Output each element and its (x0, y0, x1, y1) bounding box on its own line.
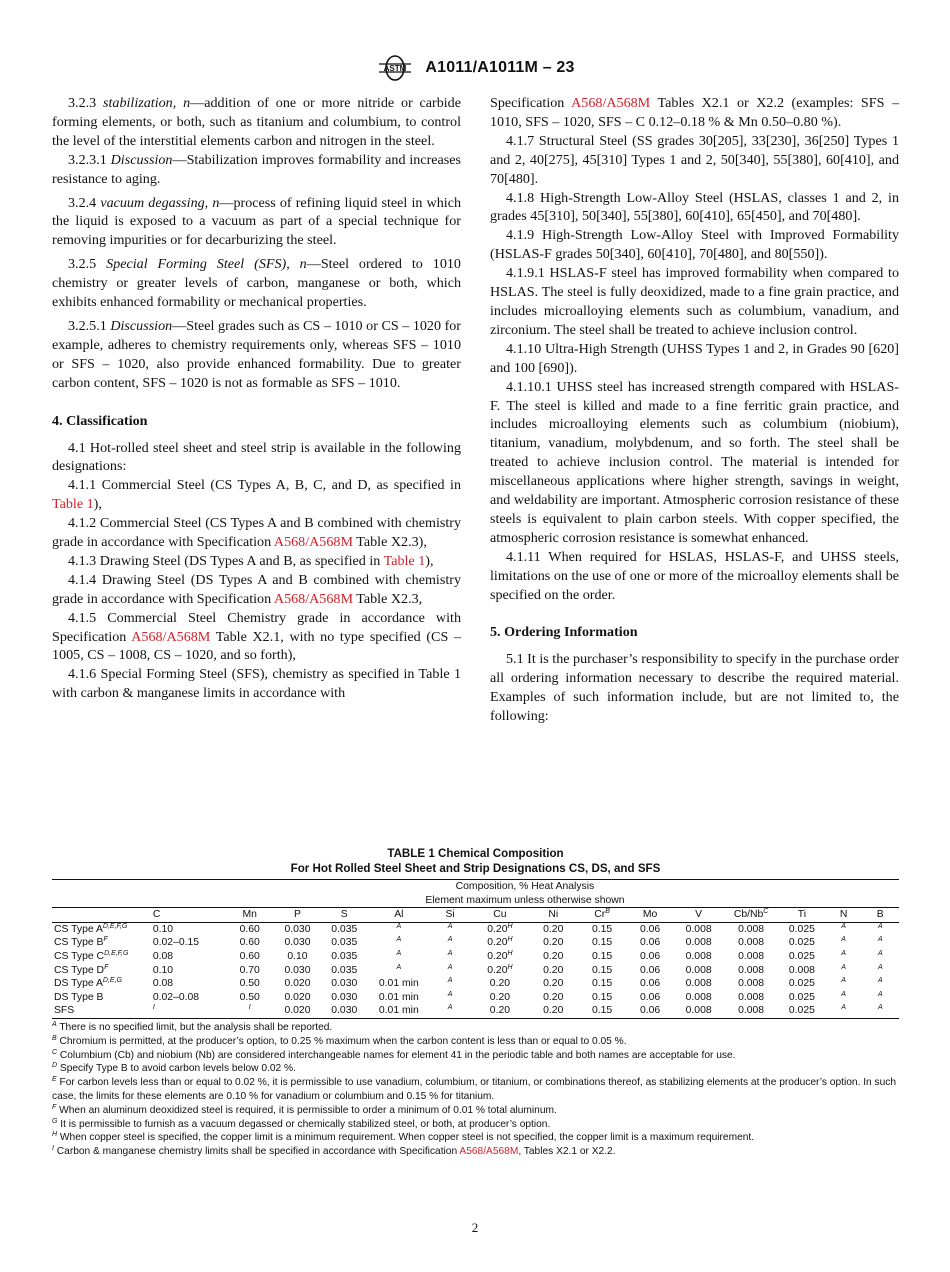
table-cell: 0.025 (788, 978, 815, 990)
table-cell: A (447, 977, 453, 985)
table-cell: 0.50 (239, 991, 260, 1003)
footnote-D: $^D$ Specify Type B to avoid carbon levels below 0.02 %. (52, 1062, 296, 1075)
table-cell: 0.60 (239, 923, 260, 935)
section-4-1-6: 4.1.6 Special Forming Steel (SFS), chemistry as specified in Table 1 with carbon & manganese limits in accordance with (52, 666, 461, 702)
column-header: Mn (242, 909, 257, 921)
table-cell: 0.20 (543, 950, 564, 962)
table-cell: 0.20 (489, 978, 511, 990)
table-row (52, 922, 899, 936)
table-cell: A (396, 963, 402, 971)
table-cell: 0.20 (543, 978, 564, 990)
table-1-link[interactable]: Table 1 (52, 496, 94, 513)
table-cell: 0.06 (639, 991, 661, 1003)
table-cell: 0.50 (239, 978, 260, 990)
column-header: Mo (642, 909, 658, 921)
table-cell: 0.06 (639, 937, 661, 949)
heading-ordering-information: 5. Ordering Information (490, 624, 638, 641)
section-3-2-5: 3.2.5 Special Forming Steel (SFS), n—Steel ordered to 1010 chemistry or greater levels of carbon, manganese or both, which exhibits enhanced formability or mechanical properties. (52, 256, 461, 311)
table-cell: 0.008 (738, 991, 765, 1003)
row-label: CS Type $C^{D,E,F,G}$ (54, 949, 129, 962)
table-cell: $0.20^H$ (487, 936, 513, 949)
section-3-2-5-1: 3.2.5.1 Discussion—Steel grades such as CS – 1010 or CS – 1020 for example, adheres to chemistry requirements only, whereas SFS – 1010 or SFS – 1020, also provide enhanced formability. Due to greater carbon content, SFS – 1020 is not as formable as SFS – 1010. (52, 317, 461, 391)
section-4-1-9-1: 4.1.9.1 HSLAS-F steel has improved formability when compared to HSLAS. The steel is fully deoxidized, made to a fine grain practice, and includes microalloying elements such as columbium, vanadium, and zirconium. The steel shall be treated to achieve inclusion control. (490, 265, 899, 338)
section-4-1-3: 4.1.3 Drawing Steel (DS Types A and B, as specified in Table 1), (68, 552, 434, 569)
right-column (490, 94, 899, 726)
table-cell: 0.20 (543, 937, 564, 949)
table-cell: 0.020 (284, 991, 311, 1003)
table-cell: 0.20 (543, 1005, 564, 1017)
table-cell: A (396, 949, 402, 957)
section-4-1-1: 4.1.1 Commercial Steel (CS Types A, B, C, and D, as specified in Table 1), (52, 477, 461, 513)
table-cell: 0.025 (788, 991, 815, 1003)
footnote-E: $^E$ For carbon levels less than or equal to 0.02 %, it is permissible to use vanadium, columbium, or titanium, or combinations thereof, as stabilizing elements at the producer’s option. In such case, the limits for these elements are 0.10 % for vanadium or columbium and 0.15 % for titanium. (52, 1076, 897, 1102)
table-cell: A (877, 936, 883, 944)
table-cell: 0.008 (738, 1005, 765, 1017)
table-cell: 0.06 (639, 964, 661, 976)
table-cell: 0.025 (788, 937, 815, 949)
section-4-1: 4.1 Hot-rolled steel sheet and steel strip is available in the following designations: (52, 439, 461, 475)
table-cell: 0.008 (738, 964, 765, 976)
table-cell: 0.035 (331, 950, 358, 962)
table-cell: A (877, 922, 883, 930)
column-header: Ni (548, 909, 559, 921)
table-cell: A (447, 922, 453, 930)
table-cell: A (447, 963, 453, 971)
column-header: N (839, 909, 848, 921)
column-header: $Cr^B$ (594, 908, 610, 921)
table-cell: 0.20 (489, 1005, 511, 1017)
page-header (0, 54, 950, 82)
table-cell: 0.20 (543, 964, 564, 976)
left-column (52, 94, 461, 703)
table-row (52, 991, 899, 1005)
table-cell: 0.15 (591, 1005, 613, 1017)
table-cell: 0.008 (685, 950, 712, 962)
table-cell: 0.06 (639, 950, 661, 962)
table-cell: 0.06 (639, 923, 661, 935)
table-cell: 0.20 (543, 923, 564, 935)
table-cell: 0.02–0.15 (152, 937, 200, 949)
table-1-link[interactable]: Table 1 (383, 552, 426, 569)
table-cell: 0.030 (284, 937, 311, 949)
column-header: Ti (797, 909, 807, 921)
table-cell: $0.20^H$ (487, 963, 513, 976)
chemical-composition-table (52, 879, 899, 1019)
heading-classification: 4. Classification (52, 412, 148, 429)
column-header: $Cb/Nb^C$ (733, 908, 769, 921)
page-number: 2 (471, 1220, 479, 1235)
table-cell: 0.06 (639, 978, 661, 990)
table-row (52, 950, 899, 964)
table-cell: I (248, 1004, 251, 1012)
table-cell: 0.15 (591, 978, 613, 990)
section-4-1-11: 4.1.11 When required for HSLAS, HSLAS-F, and UHSS steels, limitations on the use of one or more of the microalloy elements shall be specified on the order. (490, 548, 900, 603)
table-cell: 0.01 min (378, 991, 419, 1003)
table-cell: A (396, 936, 402, 944)
table-cell: 0.025 (788, 923, 815, 935)
table-cell: 0.035 (331, 923, 358, 935)
table-cell: 0.10 (152, 964, 174, 976)
column-header: P (294, 909, 301, 921)
table-cell: 0.025 (788, 950, 815, 962)
table-cell: 0.01 min (378, 1005, 419, 1017)
table-cell: A (447, 1004, 453, 1012)
table-cell: 0.008 (738, 923, 765, 935)
table-row (52, 964, 899, 978)
column-header: S (340, 909, 348, 921)
table-cell: $0.20^H$ (487, 949, 513, 962)
table-cell: A (396, 922, 402, 930)
table-cell: A (841, 936, 846, 944)
section-4-1-6-continued: Specification A568/A568M Tables X2.1 or X2.2 (examples: SFS – 1010, SFS – 1020, SFS – C 0.12–0.18 % & Mn 0.50–0.80 %). (490, 95, 900, 130)
table-cell: 0.030 (331, 991, 358, 1003)
section-4-1-8: 4.1.8 High-Strength Low-Alloy Steel (HSLAS, classes 1 and 2, in grades 45[310], 50[340], 55[380], 60[410], 65[450], and 70[480]. (490, 189, 899, 225)
table-cell: A (841, 922, 846, 930)
row-label: DS Type $A^{D,E,G}$ (54, 977, 122, 990)
table-cell: 0.008 (788, 964, 815, 976)
section-3-2-4: 3.2.4 vacuum degassing, n—process of refining liquid steel in which the liquid is exposed to a vacuum as part of a special technique for removing impurities or for decarburizing the steel. (52, 194, 461, 249)
table-cell: A (877, 949, 883, 957)
table-cell: A (877, 977, 883, 985)
a568-link[interactable]: A568/A568M (571, 95, 651, 111)
table-cell: 0.08 (152, 978, 174, 990)
table-cell: 0.025 (788, 1005, 815, 1017)
row-label: CS Type $D^F$ (54, 963, 109, 976)
table-cell: 0.030 (284, 923, 311, 935)
section-4-1-2: 4.1.2 Commercial Steel (CS Types A and B combined with chemistry grade in accordance with Specification A568/A568M Table X2.3), (52, 515, 461, 551)
section-4-1-10-1: 4.1.10.1 UHSS steel has increased strength compared with HSLAS-F. The steel is killed and made to a fine ferritic grain practice, and includes microalloying elements such as columbium (niobium), titanium, vanadium, molybdenum, and so forth. The steel shall be treated to achieve inclusion control. The material is intended for miscellaneous applications where higher strength, savings in weight, and weldability are important. Atmospheric corrosion resistance of these steels is equivalent to plain carbon steels. With copper specified, the atmospheric corrosion resistance is somewhat enhanced. (490, 378, 899, 546)
table-subtitle: For Hot Rolled Steel Sheet and Strip Designations CS, DS, and SFS (290, 862, 661, 875)
table-cell: $0.20^H$ (487, 922, 513, 935)
table-cell: 0.008 (685, 937, 712, 949)
table-cell: A (447, 949, 453, 957)
section-5-1: 5.1 It is the purchaser’s responsibility to specify in the purchase order all ordering information necessary to describe the required material. Examples of such information include, but are not limited to, the following: (490, 651, 899, 725)
table-row (52, 1004, 899, 1018)
table-cell: A (841, 963, 846, 971)
footnote-B: $^B$ Chromium is permitted, at the producer’s option, to 0.25 % maximum when the carbon content is less than or equal to 0.05 %. (52, 1034, 627, 1047)
table-cell: 0.60 (239, 937, 260, 949)
row-label: CS Type $B^F$ (54, 936, 108, 949)
table-cell: A (841, 1004, 846, 1012)
column-header: Cu (493, 909, 507, 921)
document-designation: A1011/A1011M – 23 (425, 59, 575, 76)
a568-link[interactable]: A568/A568M (459, 1146, 519, 1158)
footnote-A: $^A$ There is no specified limit, but the analysis shall be reported. (52, 1020, 333, 1033)
table-cell: A (447, 936, 453, 944)
table-cell: A (841, 949, 846, 957)
footnote-H: $^H$ When copper steel is specified, the copper limit is a minimum requirement. When copper steel is not specified, the copper limit is a maximum requirement. (52, 1131, 755, 1144)
table-cell: 0.008 (685, 964, 712, 976)
table-cell: 0.030 (331, 978, 358, 990)
table-cell: 0.008 (738, 978, 765, 990)
column-header: Si (445, 909, 455, 921)
table-title: TABLE 1 Chemical Composition (387, 847, 564, 860)
table-cell: A (841, 990, 846, 998)
section-3-2-3-1: 3.2.3.1 Discussion—Stabilization improves formability and increases resistance to aging. (52, 151, 461, 187)
table-cell: 0.008 (738, 950, 765, 962)
section-4-1-7: 4.1.7 Structural Steel (SS grades 30[205], 33[230], 36[250] Types 1 and 2, 40[275], 45[310] Types 1 and 2, 50[340], 55[380], 60[410], and 70[480]. (490, 132, 899, 187)
table-cell: 0.15 (591, 991, 613, 1003)
table-cell: 0.008 (738, 937, 765, 949)
table-cell: 0.035 (331, 964, 358, 976)
table-cell: 0.020 (284, 1005, 311, 1017)
table-cell: 0.02–0.08 (152, 991, 200, 1003)
table-cell: 0.01 min (378, 978, 419, 990)
table-row (52, 977, 899, 991)
table-cell: 0.008 (685, 923, 712, 935)
table-cell: 0.20 (543, 991, 564, 1003)
table-cell: 0.08 (152, 950, 174, 962)
column-header: V (695, 909, 703, 921)
column-header: C (152, 909, 161, 921)
table-1 (52, 846, 899, 1159)
table-spanning-header: Composition, % Heat Analysis Element maximum unless otherwise shown (425, 881, 625, 906)
section-4-1-4: 4.1.4 Drawing Steel (DS Types A and B combined with chemistry grade in accordance with Specification A568/A568M Table X2.3, (52, 571, 461, 607)
table-cell: 0.035 (331, 937, 358, 949)
table-cell: 0.06 (639, 1005, 661, 1017)
table-cell: 0.030 (331, 1005, 358, 1017)
table-cell: 0.15 (591, 923, 613, 935)
section-4-1-10: 4.1.10 Ultra-High Strength (UHSS Types 1 and 2, in Grades 90 [620] and 100 [690]). (490, 340, 899, 376)
table-cell: 0.008 (685, 991, 712, 1003)
a568-link[interactable]: A568/A568M (131, 628, 211, 645)
table-cell: 0.70 (239, 964, 260, 976)
row-label: SFS (54, 1005, 75, 1017)
table-cell: 0.15 (591, 937, 613, 949)
footnote-C: $^C$ Columbium (Cb) and niobium (Nb) are considered interchangeable names for element 41 in the periodic table and both names are acceptable for use. (52, 1048, 736, 1061)
table-cell: A (877, 963, 883, 971)
table-column-headers (52, 908, 899, 923)
table-cell: 0.15 (591, 950, 613, 962)
svg-text:ASTM: ASTM (384, 64, 407, 73)
table-cell: 0.008 (685, 978, 712, 990)
table-cell: 0.020 (284, 978, 311, 990)
table-cell: I (152, 1004, 155, 1012)
footnote-I: $^I$ Carbon & manganese chemistry limits shall be specified in accordance with Specification A568/A568M, Tables X2.1 or X2.2. (52, 1145, 616, 1158)
table-cell: 0.20 (489, 991, 511, 1003)
section-4-1-9: 4.1.9 High-Strength Low-Alloy Steel with Improved Formability (HSLAS-F grades 50[340], 60[410], 70[480], and 80[550]). (490, 227, 899, 263)
section-3-2-3: 3.2.3 stabilization, n—addition of one or more nitride or carbide forming elements, or both, such as titanium and columbium, to control the level of the interstitial elements carbon and nitrogen in the steel. (52, 95, 461, 149)
footnote-G: $^G$ It is permissible to furnish as a vacuum degassed or chemically stabilized steel, or both, at producer’s option. (52, 1117, 551, 1130)
table-cell: 0.15 (591, 964, 613, 976)
table-cell: 0.10 (152, 923, 174, 935)
a568-link[interactable]: A568/A568M (273, 590, 353, 607)
a568-link[interactable]: A568/A568M (273, 534, 353, 551)
table-footnotes (52, 1021, 899, 1145)
table-cell: 0.008 (685, 1005, 712, 1017)
table-row (52, 936, 899, 950)
column-header: Al (394, 909, 404, 921)
footnote-F: $^F$ When an aluminum deoxidized steel is required, it is permissible to order a minimum of 0.01 % total aluminum. (52, 1103, 557, 1116)
table-cell: A (447, 990, 453, 998)
table-cell: A (877, 1004, 883, 1012)
table-cell: A (877, 990, 883, 998)
column-header: B (876, 909, 884, 921)
table-cell: A (841, 977, 846, 985)
section-4-1-5: 4.1.5 Commercial Steel Chemistry grade in accordance with Specification A568/A568M Table X2.1, with no type specified (CS – 1005, CS – 1008, CS – 1020, and so forth), (52, 609, 461, 664)
row-label: CS Type $A^{D,E,F,G}$ (54, 922, 128, 935)
astm-logo-icon (375, 54, 415, 82)
row-label: DS Type B (54, 991, 104, 1003)
table-cell: 0.60 (239, 950, 260, 962)
table-cell: 0.10 (287, 950, 308, 962)
table-cell: 0.030 (284, 964, 311, 976)
